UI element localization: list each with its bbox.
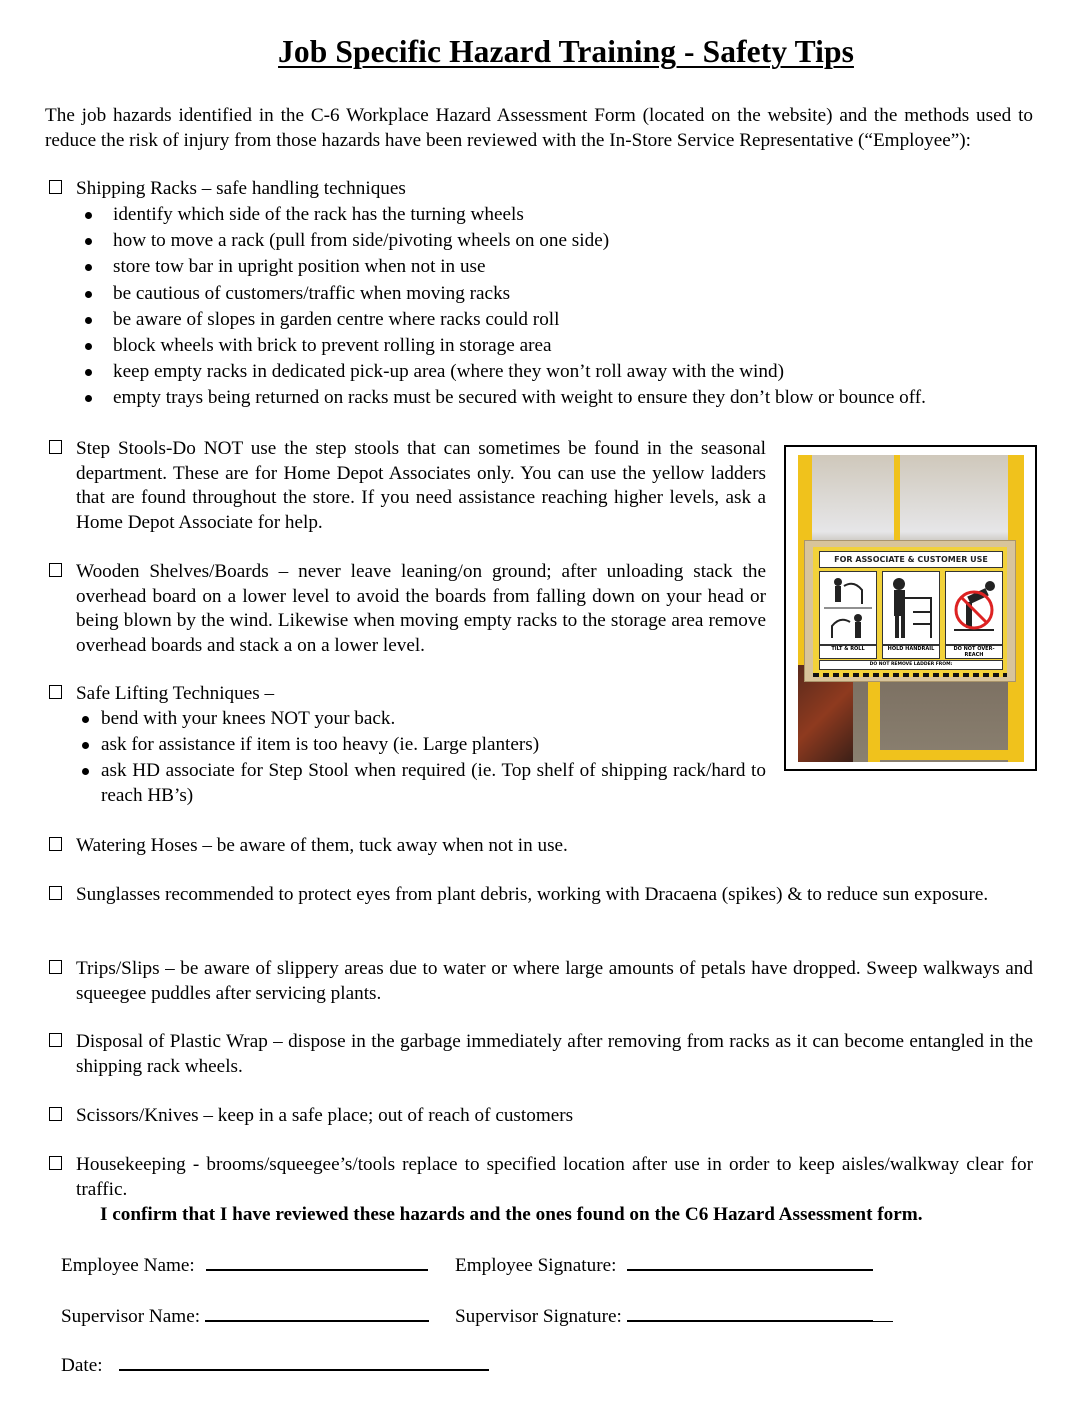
employee-signature-label: Employee Signature: [455,1255,617,1276]
supervisor-name-field[interactable] [61,1302,429,1330]
employee-signature-field[interactable] [455,1251,873,1279]
checkbox-housekeeping[interactable] [49,1153,71,1178]
list-item: block wheels with brick to prevent rolling in storage area [76,334,926,360]
date-label: Date: [61,1355,103,1376]
bullet-icon [85,212,92,219]
supervisor-signature-line-tail [873,1303,893,1322]
ladder-photo-frame [784,445,1037,771]
bullet-icon [85,291,92,298]
employee-name-line[interactable] [206,1251,428,1271]
date-field[interactable] [61,1351,489,1379]
checkbox-scissors[interactable] [49,1104,71,1129]
employee-name-label: Employee Name: [61,1255,195,1276]
ladder-sign-photo [798,455,1024,762]
list-item: how to move a rack (pull from side/pivoting wheels on one side) [76,229,926,255]
section-safe-lifting-heading: Safe Lifting Techniques – [76,683,275,704]
checkbox-plastic-wrap[interactable] [49,1030,71,1055]
section-housekeeping: Housekeeping - brooms/squeegee’s/tools replace to specified location after use in order to keep aisles/walkway clear for traffic. [76,1154,1033,1200]
ladder-rail [868,750,1024,760]
bullet-icon [82,716,89,723]
section-shipping-racks-heading: Shipping Racks – safe handling techniques [76,178,406,199]
caption-no-over-reach: DO NOT OVER-REACH [945,645,1003,659]
list-item: identify which side of the rack has the turning wheels [76,203,926,229]
list-item: bend with your knees NOT your back. [76,707,766,733]
sign-header: FOR ASSOCIATE & CUSTOMER USE [819,551,1003,568]
bullet-icon [85,343,92,350]
section-plastic-wrap: Disposal of Plastic Wrap – dispose in the garbage immediately after removing from racks as it can become entangled in the shipping rack wheels. [76,1031,1033,1077]
section-wooden-shelves: Wooden Shelves/Boards – never leave leaning/on ground; after unloading stack the overhead board on a lower level to avoid the boards from falling down on your head or being blown by the wind. Likewise when moving empty racks to the storage area remove overhead boards and stack a on a lower level. [76,561,766,656]
safe-lifting-bullets [76,707,766,808]
date-line[interactable] [119,1351,489,1371]
checkbox-safe-lifting[interactable] [49,682,71,707]
confirmation-statement: I confirm that I have reviewed these hazards and the ones found on the C6 Hazard Assessment form. [100,1204,923,1225]
checkbox-step-stools[interactable] [49,437,71,462]
checkbox-sunglasses[interactable] [49,883,71,908]
checkbox-watering-hoses[interactable] [49,834,71,859]
safety-sign [804,540,1016,682]
bullet-icon [82,768,89,775]
checkbox-wooden-shelves[interactable] [49,560,71,585]
section-sunglasses: Sunglasses recommended to protect eyes from plant debris, working with Dracaena (spikes) & to reduce sun exposure. [76,884,989,905]
shipping-racks-bullets [76,203,926,413]
supervisor-name-line[interactable] [205,1302,429,1322]
bullet-icon [82,742,89,749]
supervisor-signature-line[interactable] [627,1302,873,1322]
list-item: keep empty racks in dedicated pick-up area (where they won’t roll away with the wind) [76,360,926,386]
hazard-stripe [813,673,1007,677]
ladder-rail [894,455,900,545]
caption-tilt-roll: TILT & ROLL [819,645,877,659]
bullet-icon [85,264,92,271]
bullet-icon [85,369,92,376]
no-over-reach-pictogram [945,571,1003,645]
employee-name-field[interactable] [61,1251,428,1279]
section-watering-hoses: Watering Hoses – be aware of them, tuck away when not in use. [76,835,568,856]
list-item: store tow bar in upright position when not in use [76,255,926,281]
sign-footer: DO NOT REMOVE LADDER FROM: [819,660,1003,670]
checkbox-trips-slips[interactable] [49,957,71,982]
section-scissors: Scissors/Knives – keep in a safe place; out of reach of customers [76,1105,574,1126]
supervisor-name-label: Supervisor Name: [61,1306,201,1327]
list-item: be cautious of customers/traffic when moving racks [76,282,926,308]
supervisor-signature-field[interactable] [455,1302,893,1330]
list-item: be aware of slopes in garden centre where racks could roll [76,308,926,334]
list-item: empty trays being returned on racks must be secured with weight to ensure they don’t blow or bounce off. [76,386,926,412]
list-item: ask HD associate for Step Stool when required (ie. Top shelf of shipping rack/hard to reach HB’s) [76,759,766,808]
intro-paragraph: The job hazards identified in the C-6 Workplace Hazard Assessment Form (located on the website) and the methods used to reduce the risk of injury from those hazards have been reviewed with the In-Store Service Representative (“Employee”): [45,105,1033,151]
section-step-stools: Step Stools-Do NOT use the step stools that can sometimes be found in the seasonal department. These are for Home Depot Associates only. You can use the yellow ladders that are found throughout the store. If you need assistance reaching higher levels, ask a Home Depot Associate for help. [76,438,766,533]
caption-hold-handrail: HOLD HANDRAIL [882,645,940,659]
tilt-roll-pictogram [819,571,877,645]
bullet-icon [85,238,92,245]
supervisor-signature-label: Supervisor Signature: [455,1306,622,1327]
bullet-icon [85,317,92,324]
hold-handrail-pictogram [882,571,940,645]
section-trips-slips: Trips/Slips – be aware of slippery areas due to water or where large amounts of petals have dropped. Sweep walkways and squeegee puddles after servicing plants. [76,958,1033,1004]
page-title: Job Specific Hazard Training - Safety Tips [278,34,854,69]
list-item: ask for assistance if item is too heavy (ie. Large planters) [76,733,766,759]
bullet-icon [85,395,92,402]
checkbox-shipping-racks[interactable] [49,177,71,202]
employee-signature-line[interactable] [627,1251,873,1271]
